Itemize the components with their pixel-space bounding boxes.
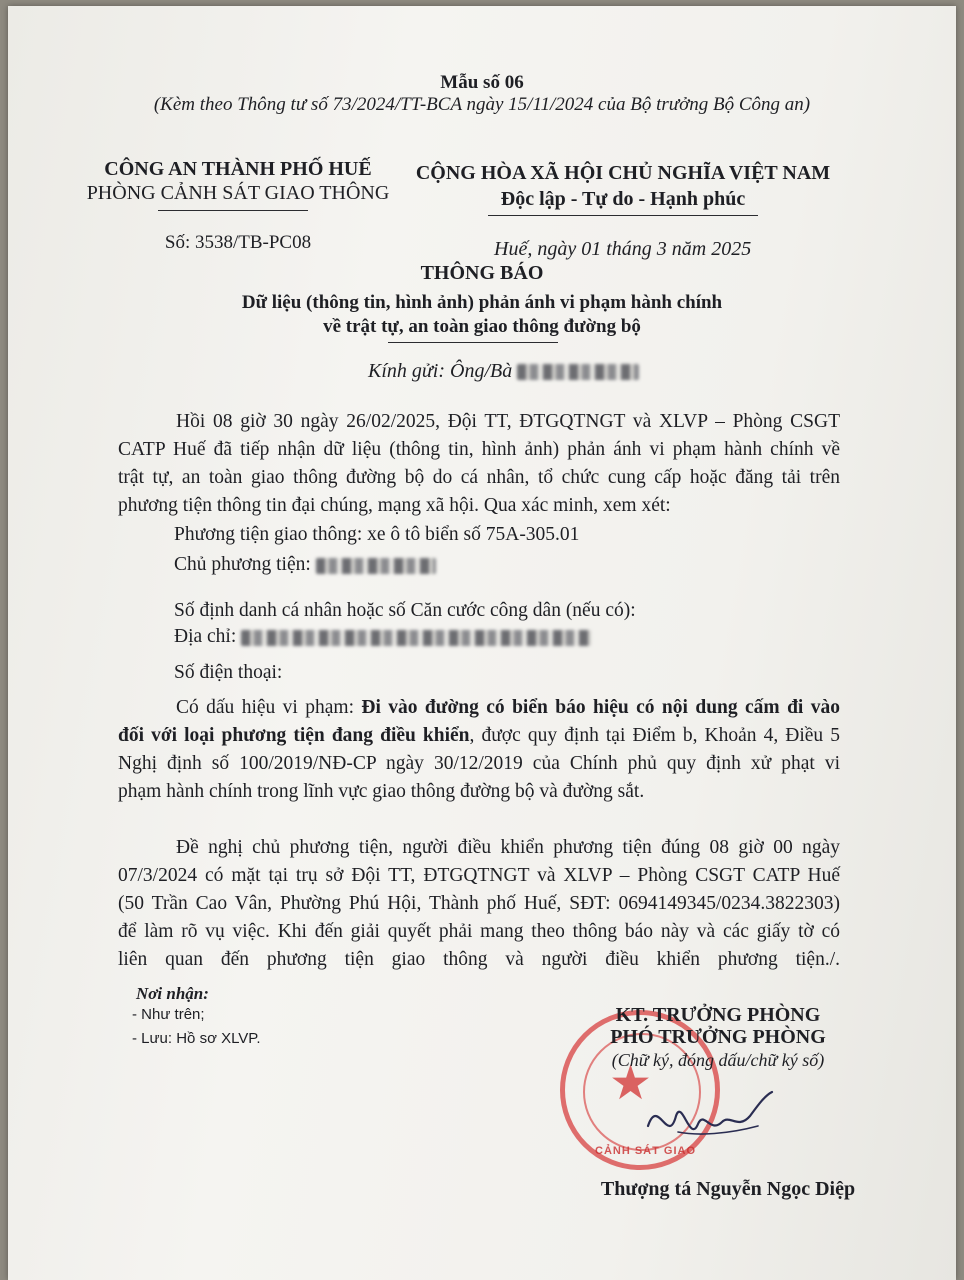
identity-number-field: Số định danh cá nhân hoặc số Căn cước công dân (nếu có): bbox=[174, 600, 636, 621]
paragraph-violation: Có dấu hiệu vi phạm: Đi vào đường có biển báo hiệu có nội dung cấm đi vào đối với loại phương tiện đang điều khiển, được quy định tại Điểm b, Khoản 4, Điều 5 Nghị định số 100/2019/NĐ-CP ngày 30/12/2019 của Chính phủ quy định xử phạt vi phạm hành chính trong lĩnh vực giao thông đường bộ và đường sắt. bbox=[118, 697, 840, 802]
seal-star-icon: ★ bbox=[609, 1057, 653, 1110]
owner-field: Chủ phương tiện: bbox=[174, 554, 436, 576]
recipient-label: Kính gửi: Ông/Bà bbox=[368, 360, 513, 382]
form-reference: (Kèm theo Thông tư số 73/2024/TT-BCA ngày 15/11/2024 của Bộ trưởng Bộ Công an) bbox=[153, 94, 811, 115]
recipients-item-1: - Như trên; bbox=[132, 1006, 205, 1023]
issuing-authority: CÔNG AN THÀNH PHỐ HUẾ bbox=[104, 158, 372, 180]
signer-name: Thượng tá Nguyễn Ngọc Diệp bbox=[600, 1178, 856, 1200]
motto-underline bbox=[488, 215, 758, 216]
national-motto: Độc lập - Tự do - Hạnh phúc bbox=[500, 188, 746, 210]
signer-position-2: PHÓ TRƯỞNG PHÒNG bbox=[610, 1026, 826, 1048]
department-underline bbox=[158, 210, 308, 211]
notice-subtitle-line-1: Dữ liệu (thông tin, hình ảnh) phản ánh vi phạm hành chính bbox=[241, 292, 723, 313]
paragraph-request: Đề nghị chủ phương tiện, người điều khiển phương tiện đúng 08 giờ 00 ngày 07/3/2024 có mặt tại trụ sở Đội TT, ĐTGQTNGT và XLVP – Phòng CSGT CATP Huế (50 Trần Cao Vân, Phường Phú Hội, Thành phố Huế, SĐT: 0694149345/0234.3822303) để làm rõ vụ việc. Khi đến giải quyết phải mang theo thông báo này và các giấy tờ có liên quan đến phương tiện giao thông và người điều khiển phương tiện./. bbox=[118, 837, 840, 970]
seal-text: CẢNH SÁT GIAO bbox=[595, 1145, 696, 1157]
recipient-line bbox=[368, 360, 639, 383]
notice-title: THÔNG BÁO bbox=[420, 262, 544, 284]
recipients-heading: Nơi nhận: bbox=[136, 984, 209, 1003]
subtitle-underline bbox=[388, 342, 558, 343]
document-number: Số: 3538/TB-PC08 bbox=[164, 232, 312, 253]
phone-field: Số điện thoại: bbox=[174, 662, 283, 683]
address-field: Địa chỉ: bbox=[174, 626, 591, 648]
notice-subtitle-line-2: về trật tự, an toàn giao thông đường bộ bbox=[323, 316, 641, 337]
vehicle-field: Phương tiện giao thông: xe ô tô biển số 75A-305.01 bbox=[174, 524, 580, 545]
issuing-department: PHÒNG CẢNH SÁT GIAO THÔNG bbox=[86, 182, 390, 204]
form-number: Mẫu số 06 bbox=[440, 72, 524, 93]
recipients-item-2: - Lưu: Hồ sơ XLVP. bbox=[132, 1030, 261, 1047]
redacted-owner-name bbox=[316, 558, 436, 574]
redacted-address bbox=[241, 630, 591, 646]
paragraph-intro: Hồi 08 giờ 30 ngày 26/02/2025, Đội TT, ĐTGQTNGT và XLVP – Phòng CSGT CATP Huế đã tiếp nhận dữ liệu (thông tin, hình ảnh) phản ánh vi phạm hành chính về trật tự, an toàn giao thông đường bộ do cá nhân, tổ chức cung cấp hoặc đăng tải trên phương tiện thông tin đại chúng, mạng xã hội. Qua xác minh, xem xét: bbox=[118, 411, 840, 516]
handwritten-signature bbox=[638, 1086, 778, 1156]
signer-position-1: KT. TRƯỞNG PHÒNG bbox=[615, 1004, 821, 1026]
redacted-recipient-name bbox=[517, 364, 639, 380]
document-page bbox=[8, 6, 956, 1280]
place-and-date: Huế, ngày 01 tháng 3 năm 2025 bbox=[494, 238, 752, 260]
country-name: CỘNG HÒA XÃ HỘI CHỦ NGHĨA VIỆT NAM bbox=[415, 162, 831, 184]
signature-note: (Chữ ký, đóng dấu/chữ ký số) bbox=[611, 1050, 825, 1070]
